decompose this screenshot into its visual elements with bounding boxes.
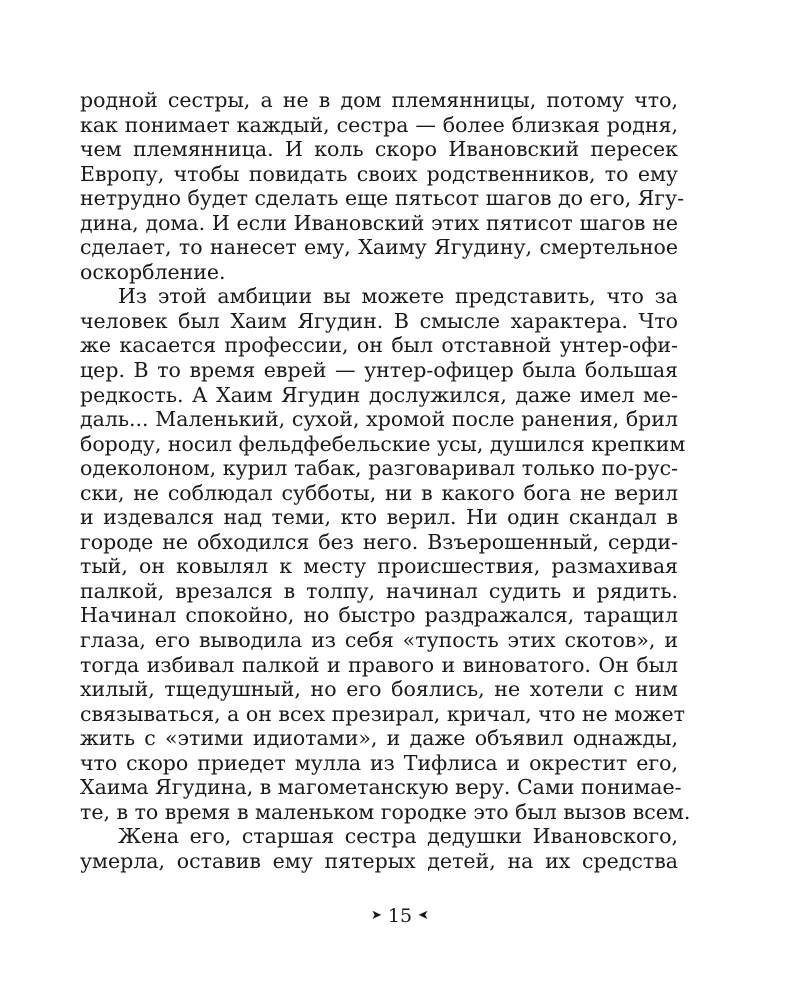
- text-line: хилый, тщедушный, но его боялись, не хотели с ним: [80, 677, 678, 702]
- paragraph-start-line: Жена его, старшая сестра дедушки Ивановского,: [118, 824, 678, 849]
- text-line: редкость. А Хаим Ягудин дослужился, даже имел ме-: [80, 382, 678, 407]
- page-number: 15: [387, 905, 413, 927]
- page-footer: [0, 905, 800, 927]
- body-text: [80, 88, 691, 874]
- text-line: дина, дома. И если Ивановский этих пятисот шагов не: [80, 210, 678, 235]
- text-line: что скоро приедет мулла из Тифлиса и окрестит его,: [80, 750, 678, 775]
- text-line: же касается профессии, он был отставной унтер-офи-: [80, 333, 678, 358]
- text-line: палкой, врезался в толпу, начинал судить и рядить.: [80, 578, 678, 603]
- text-line: одеколоном, курил табак, разговаривал только по-рус-: [80, 456, 678, 481]
- text-line: человек был Хаим Ягудин. В смысле характера. Что: [80, 308, 678, 333]
- text-line: городе не обходился без него. Взъерошенный, серди-: [80, 529, 678, 554]
- text-line: связываться, а он всех презирал, кричал, что не может: [80, 701, 685, 726]
- text-line: оскорбление.: [80, 259, 226, 284]
- text-line: те, в то время в маленьком городке это был вызов всем.: [80, 799, 691, 824]
- text-line: глаза, его выводила из себя «тупость этих скотов», и: [80, 628, 678, 653]
- text-line: цер. В то время еврей — унтер-офицер была большая: [80, 358, 678, 383]
- text-line: даль... Маленький, сухой, хромой после ранения, брил: [80, 407, 678, 432]
- text-line: ски, не соблюдал субботы, ни в какого бога не верил: [80, 480, 678, 505]
- text-line: тый, он ковылял к месту происшествия, размахивая: [80, 554, 678, 579]
- text-line: и издевался над теми, кто верил. Ни один скандал в: [80, 505, 678, 530]
- text-line: чем племянница. И коль скоро Ивановский пересек: [80, 137, 678, 162]
- text-line: тогда избивал палкой и правого и виноватого. Он был: [80, 652, 678, 677]
- text-line: нетрудно будет сделать еще пятьсот шагов до его, Ягу-: [80, 186, 685, 211]
- text-line: Европу, чтобы повидать своих родственников, то ему: [80, 161, 678, 186]
- text-line: бороду, носил фельдфебельские усы, душился крепким: [80, 431, 686, 456]
- text-line: родной сестры, а не в дом племянницы, потому что,: [80, 88, 678, 112]
- text-line: умерла, оставив ему пятерых детей, на их средства: [80, 848, 678, 873]
- paragraph-start-line: Из этой амбиции вы можете представить, что за: [118, 284, 678, 309]
- text-line: сделает, то нанесет ему, Хаиму Ягудину, смертельное: [80, 235, 678, 260]
- text-line: Начинал спокойно, но быстро раздражался, таращил: [80, 603, 678, 628]
- right-ornament-icon: ➤: [418, 907, 430, 923]
- left-ornament-icon: ➤: [370, 907, 382, 923]
- text-line: жить с «этими идиотами», и даже объявил однажды,: [80, 726, 678, 751]
- text-line: Хаима Ягудина, в магометанскую веру. Сами понимае-: [80, 775, 682, 800]
- text-line: как понимает каждый, сестра — более близкая родня,: [80, 112, 678, 137]
